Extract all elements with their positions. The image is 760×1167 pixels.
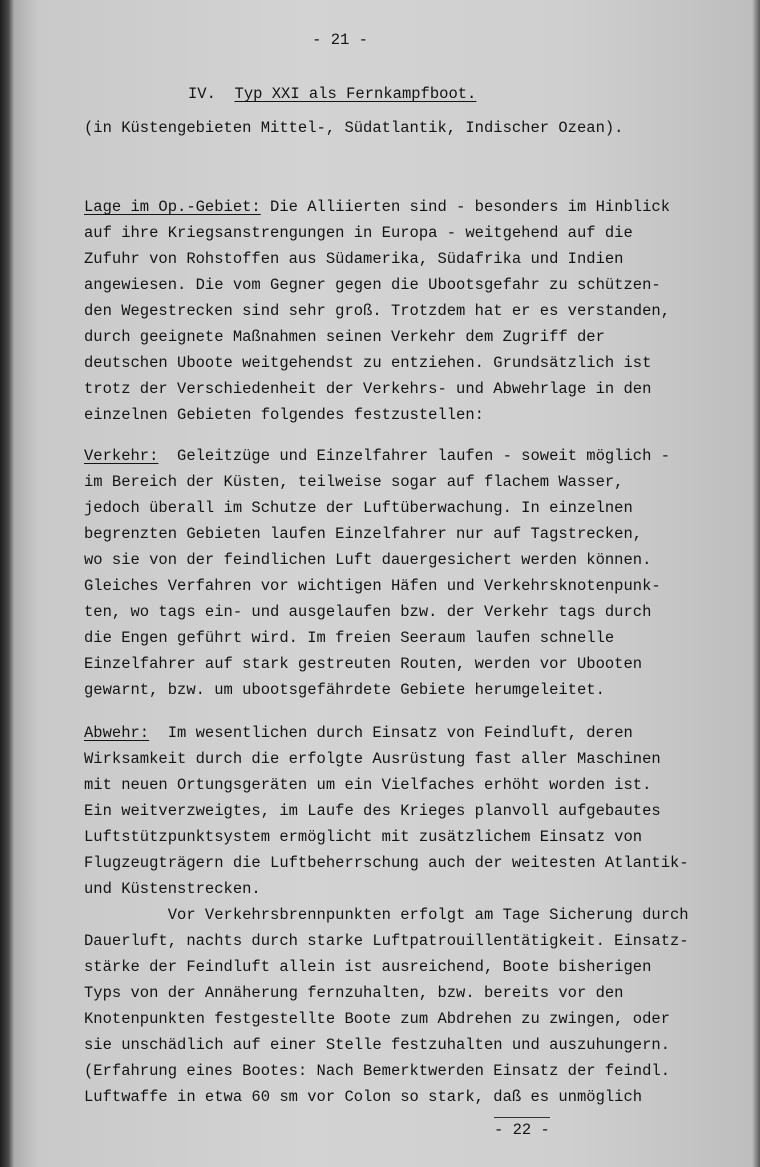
page-number-bottom: - 22 - — [494, 1117, 550, 1140]
section-heading — [188, 84, 476, 104]
heading-title: Typ XXI als Fernkampfboot. — [234, 85, 477, 103]
abwehr-para2-line-7: (Erfahrung eines Bootes: Nach Bemerktwerden Einsatz der feindl. — [84, 1062, 670, 1080]
abwehr-first-line — [84, 723, 633, 743]
lage-line-2: Zufuhr von Rohstoffen aus Südamerika, Südafrika und Indien — [84, 250, 624, 268]
abwehr-para2-line-3: stärke der Feindluft allein ist ausreichend, Boote bisherigen — [84, 958, 652, 976]
abwehr-line-5: Flugzeugträgern die Luftbeherrschung auch der weitesten Atlantik- — [84, 854, 689, 872]
abwehr-line-4: Luftstützpunktsystem ermöglicht mit zusätzlichem Einsatz von — [84, 828, 643, 846]
lage-line-8: einzelnen Gebieten folgendes festzustellen: — [84, 406, 484, 424]
lage-label: Lage im Op.-Gebiet: — [84, 198, 261, 216]
lage-line-7: trotz der Verschiedenheit der Verkehrs- und Abwehrlage in den — [84, 380, 652, 398]
lage-first-text: Die Alliierten sind - besonders im Hinblick — [260, 198, 671, 216]
abwehr-para2-line-2: Dauerluft, nachts durch starke Luftpatrouillentätigkeit. Einsatz- — [84, 932, 689, 950]
verkehr-label: Verkehr: — [84, 447, 159, 465]
abwehr-para2-line-4: Typs von der Annäherung fernzuhalten, bzw. bereits vor den — [84, 984, 624, 1002]
verkehr-first-line — [84, 446, 670, 466]
lage-line-3: angewiesen. Die vom Gegner gegen die Ubootsgefahr zu schützen- — [84, 276, 661, 294]
abwehr-para2-line-1: Vor Verkehrsbrennpunkten erfolgt am Tage Sicherung durch — [84, 906, 689, 924]
abwehr-line-6: und Küstenstrecken. — [84, 880, 261, 898]
verkehr-first-text: Geleitzüge und Einzelfahrer laufen - soweit möglich - — [158, 447, 671, 465]
verkehr-line-3: begrenzten Gebieten laufen Einzelfahrer nur auf Tagstrecken, — [84, 525, 643, 543]
lage-line-1: auf ihre Kriegsanstrengungen in Europa - weitgehend auf die — [84, 224, 633, 242]
page-number-top: - 21 - — [312, 31, 368, 49]
verkehr-line-8: Einzelfahrer auf stark gestreuten Routen, werden vor Ubooten — [84, 655, 643, 673]
lage-line-6: deutschen Uboote weitgehendst zu entziehen. Grundsätzlich ist — [84, 354, 652, 372]
heading-subtitle: (in Küstengebieten Mittel-, Südatlantik, Indischer Ozean). — [84, 119, 624, 137]
abwehr-line-1: Wirksamkeit durch die erfolgte Ausrüstung fast aller Maschinen — [84, 750, 661, 768]
abwehr-line-2: mit neuen Ortungsgeräten um ein Vielfaches erhöht worden ist. — [84, 776, 652, 794]
abwehr-line-3: Ein weitverzweigtes, im Laufe des Krieges planvoll aufgebautes — [84, 802, 661, 820]
abwehr-para2-line-5: Knotenpunkten festgestellte Boote zum Abdrehen zu zwingen, oder — [84, 1010, 670, 1028]
verkehr-line-9: gewarnt, bzw. um ubootsgefährdete Gebiete herumgeleitet. — [84, 681, 605, 699]
abwehr-first-text: Im wesentlichen durch Einsatz von Feindluft, deren — [149, 724, 633, 742]
abwehr-label: Abwehr: — [84, 724, 150, 742]
lage-line-5: durch geeignete Maßnahmen seinen Verkehr dem Zugriff der — [84, 328, 605, 346]
heading-prefix: IV. — [188, 85, 216, 103]
abwehr-para2-line-6: sie unschädlich auf einer Stelle festzuhalten und auszuhungern. — [84, 1036, 670, 1054]
verkehr-line-1: im Bereich der Küsten, teilweise sogar auf flachem Wasser, — [84, 473, 624, 491]
verkehr-line-2: jedoch überall im Schutze der Luftüberwachung. In einzelnen — [84, 499, 633, 517]
abwehr-para2-line-8: Luftwaffe in etwa 60 sm vor Colon so stark, daß es unmöglich — [84, 1088, 643, 1106]
verkehr-line-7: die Engen geführt wird. Im freien Seeraum laufen schnelle — [84, 629, 615, 647]
scan-right-edge-shadow — [752, 0, 760, 1167]
lage-first-line — [84, 197, 670, 217]
lage-line-4: den Wegestrecken sind sehr groß. Trotzdem hat er es verstanden, — [84, 302, 670, 320]
scan-left-edge-shadow — [0, 0, 14, 1167]
verkehr-line-5: Gleiches Verfahren vor wichtigen Häfen und Verkehrsknotenpunk- — [84, 577, 661, 595]
verkehr-line-6: ten, wo tags ein- und ausgelaufen bzw. der Verkehr tags durch — [84, 603, 652, 621]
verkehr-line-4: wo sie von der feindlichen Luft dauergesichert werden können. — [84, 551, 652, 569]
